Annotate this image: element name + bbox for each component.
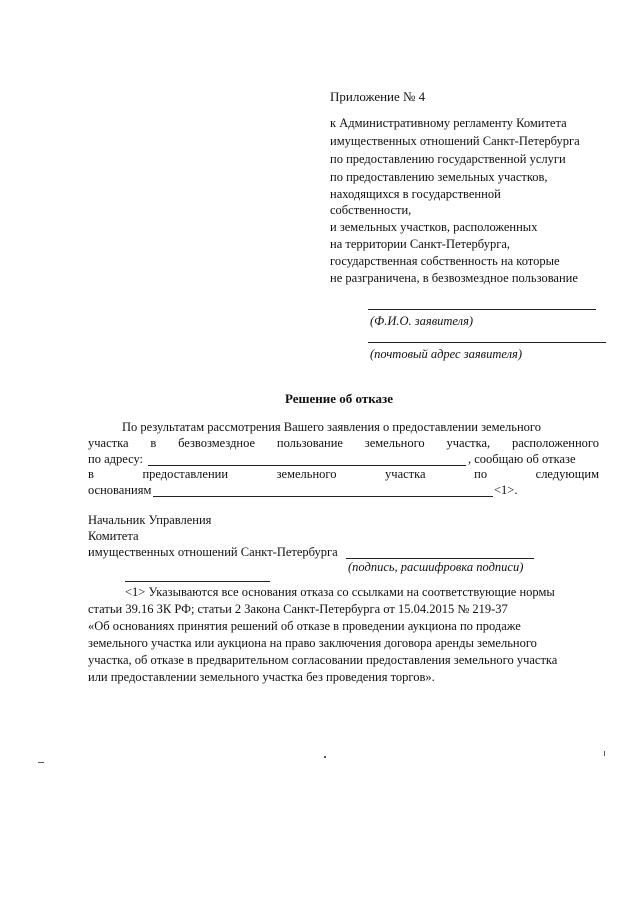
appendix-line: собственности, bbox=[330, 203, 412, 217]
refusal-statement: , сообщаю об отказе bbox=[468, 452, 576, 466]
footnote-line: или предоставлении земельного участка без проведения торгов». bbox=[88, 670, 435, 684]
decision-line-2: участка в безвозмездное пользование земельного участка, расположенного bbox=[88, 436, 599, 450]
signatory-position-line-2: Комитета bbox=[88, 529, 139, 543]
footnote-ref: <1>. bbox=[494, 483, 518, 497]
appendix-line: имущественных отношений Санкт-Петербурга bbox=[330, 134, 580, 148]
grounds-fill-line bbox=[153, 496, 493, 497]
decision-line-1: По результатам рассмотрения Вашего заявления о предоставлении земельного bbox=[122, 420, 541, 434]
appendix-line: находящихся в государственной bbox=[330, 187, 501, 201]
footnote-line: «Об основаниях принятия решений об отказе в проведении аукциона по продаже bbox=[88, 619, 521, 633]
applicant-address-line bbox=[368, 342, 606, 343]
signatory-position-line-3: имущественных отношений Санкт-Петербурга bbox=[88, 545, 338, 559]
decision-title: Решение об отказе bbox=[285, 391, 394, 406]
scan-speck bbox=[324, 756, 326, 758]
decision-line-4: в предоставлении земельного участка по следующим bbox=[88, 467, 599, 481]
scan-speck bbox=[38, 762, 44, 763]
signature-fill-line bbox=[346, 558, 534, 559]
address-fill-line bbox=[148, 465, 466, 466]
footnote-separator bbox=[125, 581, 270, 582]
grounds-label: основаниям bbox=[88, 483, 152, 497]
appendix-title: Приложение № 4 bbox=[330, 89, 426, 104]
signatory-position-line-1: Начальник Управления bbox=[88, 513, 212, 527]
scan-speck bbox=[604, 751, 605, 756]
footnote-line: статьи 39.16 ЗК РФ; статьи 2 Закона Санкт-Петербурга от 15.04.2015 № 219-37 bbox=[88, 602, 508, 616]
applicant-name-line bbox=[368, 309, 596, 310]
appendix-line: и земельных участков, расположенных bbox=[330, 220, 538, 234]
appendix-line: не разграничена, в безвозмездное пользование bbox=[330, 271, 578, 285]
footnote-line: земельного участка или аукциона на право заключения договора аренды земельного bbox=[88, 636, 537, 650]
appendix-line: по предоставлению государственной услуги bbox=[330, 152, 566, 166]
appendix-line: по предоставлению земельных участков, bbox=[330, 170, 548, 184]
appendix-line: государственная собственность на которые bbox=[330, 254, 560, 268]
applicant-address-caption: (почтовый адрес заявителя) bbox=[370, 347, 523, 361]
appendix-line: к Административному регламенту Комитета bbox=[330, 116, 567, 130]
applicant-name-caption: (Ф.И.О. заявителя) bbox=[370, 314, 474, 328]
footnote-line: участка, об отказе в предварительном согласовании предоставления земельного участка bbox=[88, 653, 558, 667]
appendix-line: на территории Санкт-Петербурга, bbox=[330, 237, 510, 251]
address-label: по адресу: bbox=[88, 452, 144, 466]
footnote-line: <1> Указываются все основания отказа со ссылками на соответствующие нормы bbox=[125, 585, 555, 599]
signature-caption: (подпись, расшифровка подписи) bbox=[348, 560, 524, 574]
